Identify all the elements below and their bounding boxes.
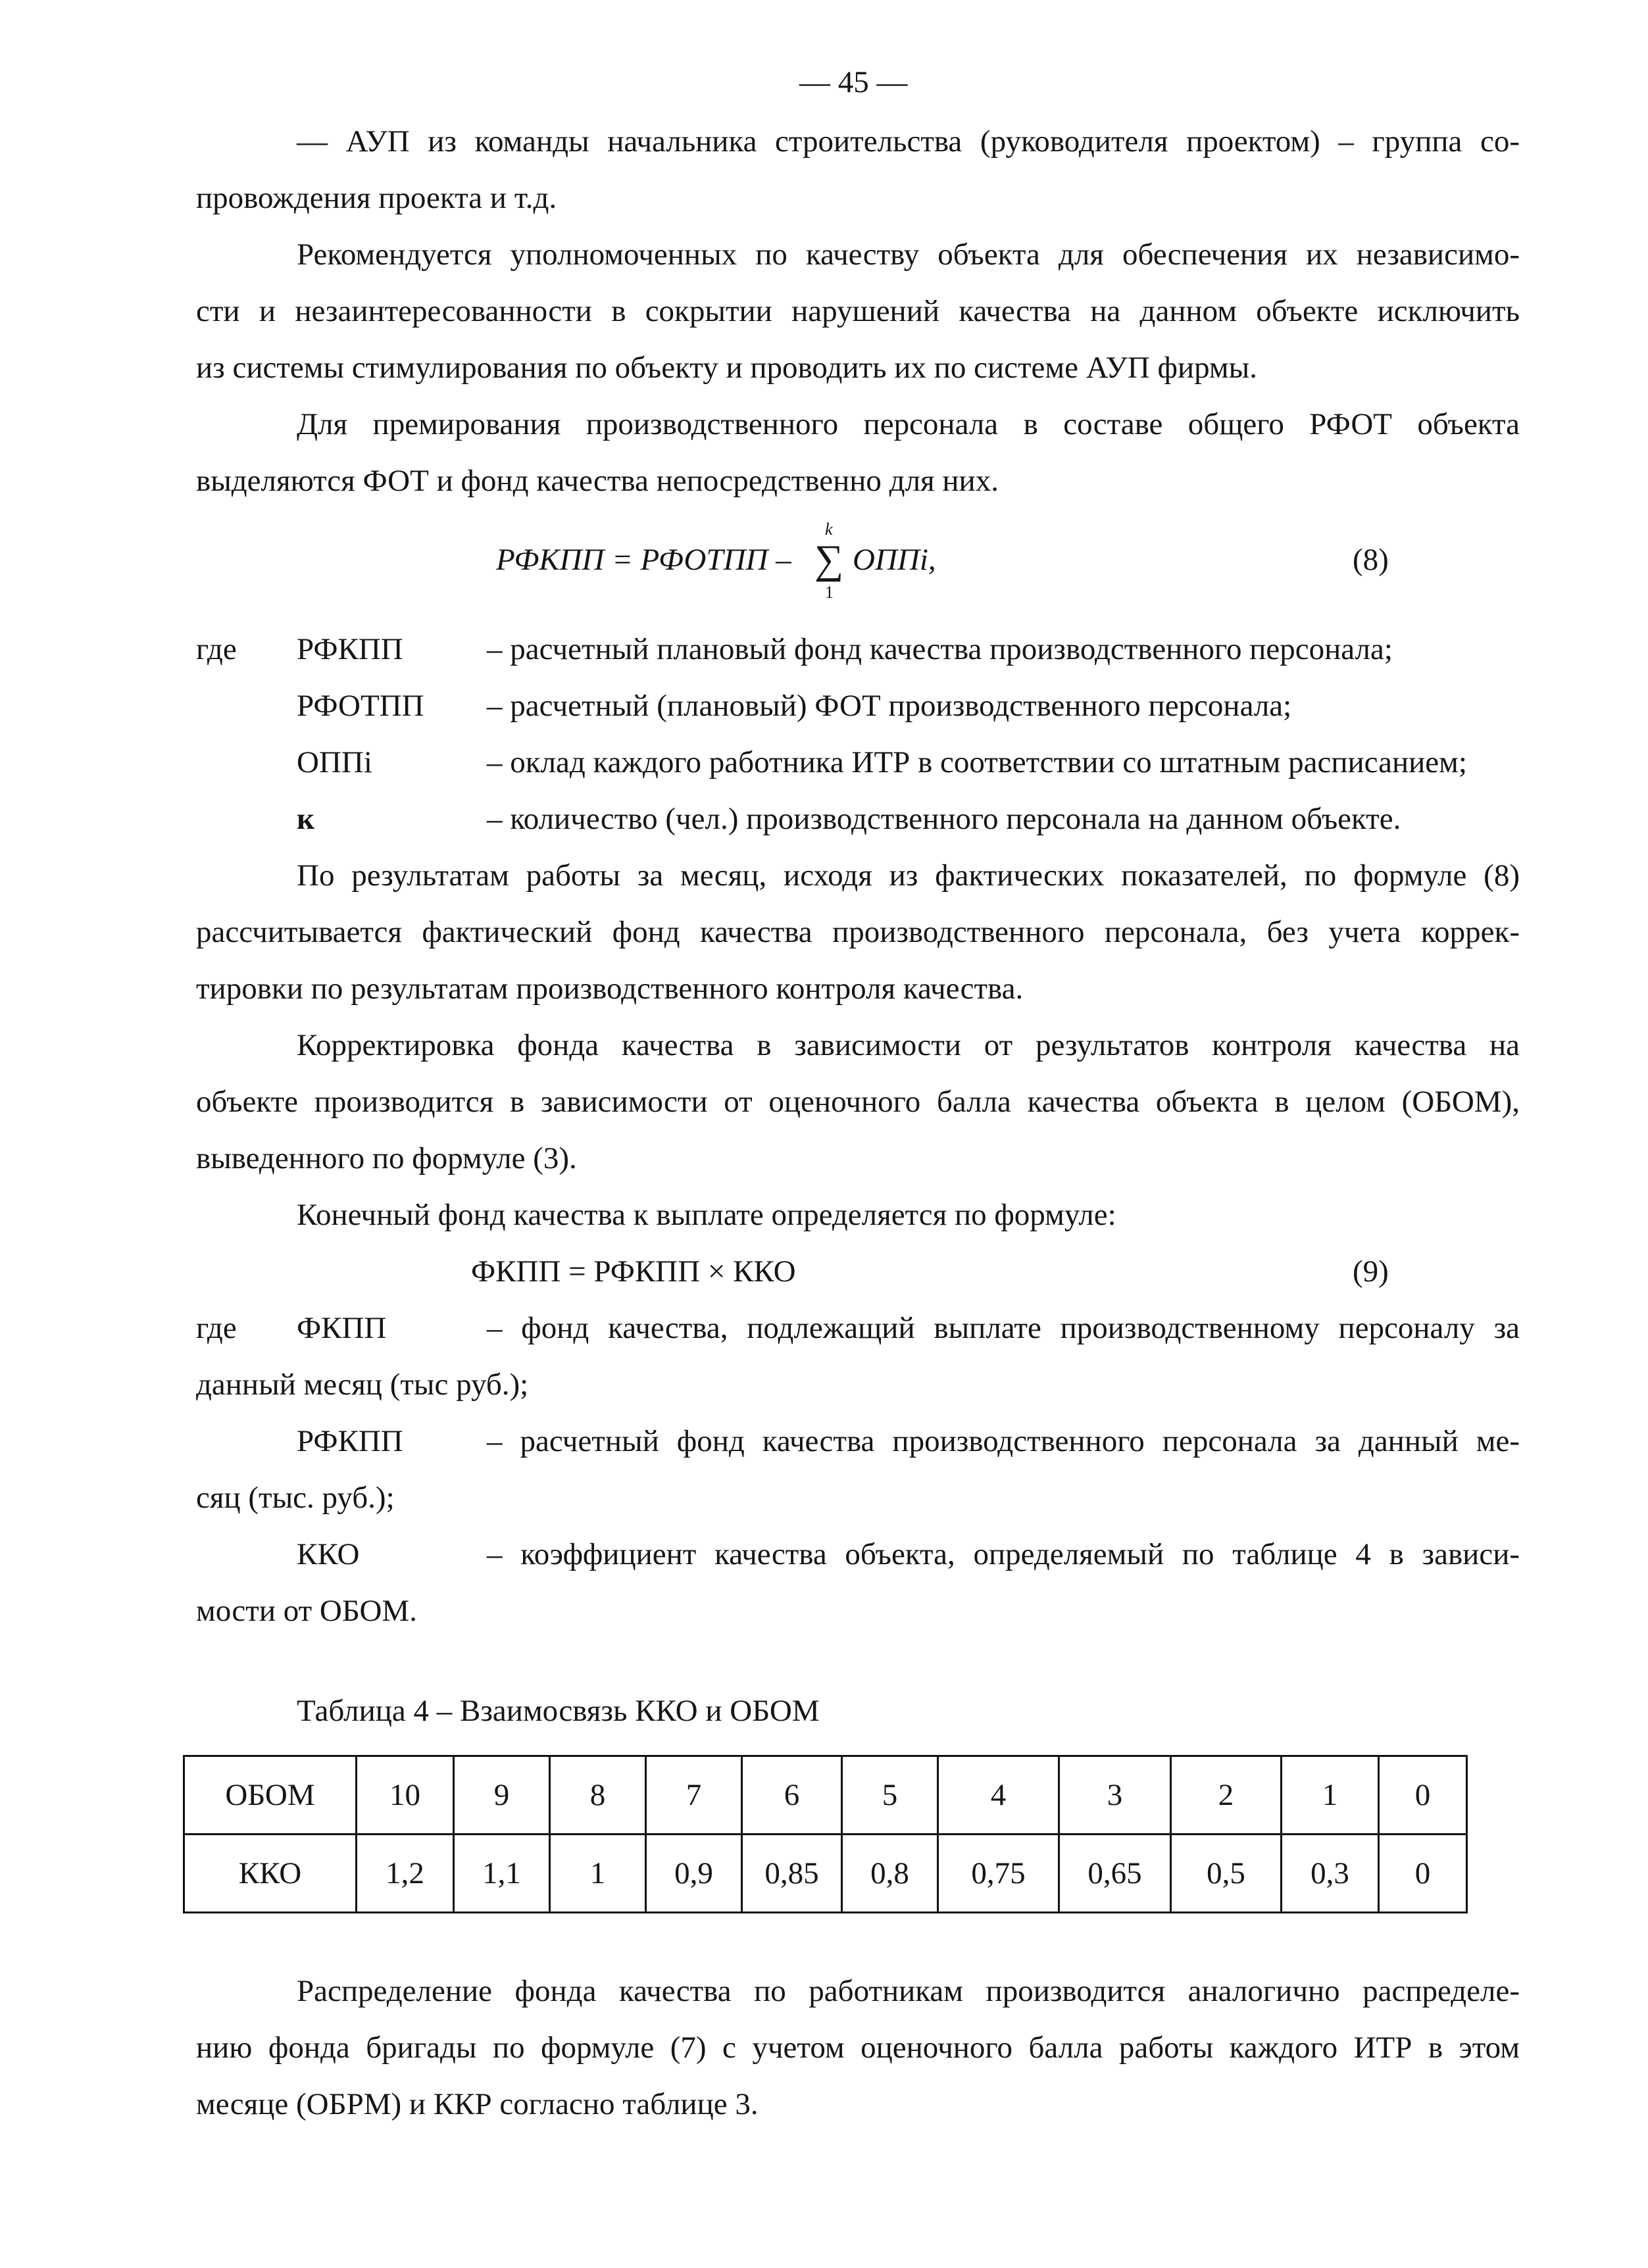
- table-cell: 1: [550, 1835, 646, 1913]
- paragraph-line: Распределение фонда качества по работникам производится аналогично распределе-: [297, 1974, 1520, 2008]
- table-cell: 0,65: [1059, 1835, 1171, 1913]
- table-cell: 0: [1379, 1835, 1467, 1913]
- table-row-header: ОБОМ: [184, 1756, 357, 1835]
- table-cell: 0,5: [1171, 1835, 1282, 1913]
- table-cell: 0,9: [646, 1835, 742, 1913]
- where-continuation: данный месяц (тыс руб.);: [196, 1368, 529, 1402]
- where-description: – коэффициент качества объекта, определяемый по таблице 4 в зависи-: [487, 1537, 1520, 1571]
- table-cell: 0: [1379, 1756, 1467, 1835]
- paragraph-line: из системы стимулирования по объекту и проводить их по системе АУП фирмы.: [196, 351, 1257, 385]
- formula-8-number: (8): [1353, 543, 1389, 577]
- paragraph-line: Корректировка фонда качества в зависимости от результатов контроля качества на: [297, 1028, 1520, 1062]
- paragraph-line: нию фонда бригады по формуле (7) с учетом оценочного балла работы каждого ИТР в этом: [196, 2031, 1520, 2065]
- formula-8-lhs: РФКПП = РФОТПП –: [496, 543, 791, 577]
- where-description: – оклад каждого работника ИТР в соответствии со штатным расписанием;: [487, 745, 1467, 779]
- where-continuation: сяц (тыс. руб.);: [196, 1481, 395, 1515]
- paragraph-line: сти и незаинтересованности в сокрытии нарушений качества на данном объекте исключить: [196, 294, 1520, 328]
- where-label: где: [196, 1311, 237, 1345]
- paragraph-line: рассчитывается фактический фонд качества производственного персонала, без учета коррек-: [196, 915, 1520, 949]
- table-cell: 4: [938, 1756, 1059, 1835]
- where-symbol: ОППi: [297, 745, 372, 779]
- where-symbol: ФКПП: [297, 1311, 387, 1345]
- table-cell: 10: [357, 1756, 454, 1835]
- table-cell: 8: [550, 1756, 646, 1835]
- paragraph-line: месяце (ОБРМ) и ККР согласно таблице 3.: [196, 2087, 759, 2121]
- table-caption: Таблица 4 – Взаимосвязь ККО и ОБОМ: [297, 1694, 820, 1728]
- table-row: [184, 1835, 1467, 1913]
- formula-8-sum-symbol: ∑: [814, 537, 844, 582]
- where-label: где: [196, 632, 237, 666]
- page-number: — 45 —: [799, 65, 908, 99]
- paragraph-line: Конечный фонд качества к выплате определяется по формуле:: [297, 1198, 1116, 1232]
- formula-9-text: ФКПП = РФКПП × ККО: [471, 1254, 796, 1289]
- table-cell: 1: [1282, 1756, 1379, 1835]
- paragraph-line: Для премирования производственного персонала в составе общего РФОТ объекта: [297, 407, 1520, 441]
- where-continuation: мости от ОБОМ.: [196, 1594, 417, 1628]
- table-cell: 0,8: [842, 1835, 938, 1913]
- table-cell: 6: [742, 1756, 842, 1835]
- formula-9-number: (9): [1353, 1254, 1389, 1289]
- table-cell: 5: [842, 1756, 938, 1835]
- table-cell: 2: [1171, 1756, 1282, 1835]
- table-row: [184, 1756, 1467, 1835]
- where-description: – расчетный фонд качества производственного персонала за данный ме-: [487, 1424, 1520, 1458]
- where-symbol: к: [297, 802, 315, 836]
- paragraph-line: По результатам работы за месяц, исходя из фактических показателей, по формуле (8): [297, 858, 1520, 893]
- formula-8-term: ОППi,: [853, 543, 936, 577]
- table-row-header: ККО: [184, 1835, 357, 1913]
- where-symbol: РФКПП: [297, 632, 403, 666]
- paragraph-line: выведенного по формуле (3).: [196, 1141, 577, 1175]
- where-symbol: ККО: [297, 1537, 360, 1571]
- table-cell: 0,85: [742, 1835, 842, 1913]
- table-cell: 9: [454, 1756, 550, 1835]
- paragraph-line: объекте производится в зависимости от оценочного балла качества объекта в целом (ОБОМ),: [196, 1085, 1520, 1119]
- table-cell: 0,3: [1282, 1835, 1379, 1913]
- paragraph-line: Рекомендуется уполномоченных по качеству объекта для обеспечения их независимо-: [297, 237, 1520, 272]
- where-description: – расчетный плановый фонд качества производственного персонала;: [487, 632, 1393, 666]
- paragraph-line: провождения проекта и т.д.: [196, 181, 557, 215]
- formula-8-sum-upper: k: [825, 520, 833, 539]
- where-description: – количество (чел.) производственного персонала на данном объекте.: [487, 802, 1401, 836]
- where-description: – расчетный (плановый) ФОТ производственного персонала;: [487, 689, 1292, 723]
- where-description: – фонд качества, подлежащий выплате производственному персоналу за: [487, 1311, 1520, 1345]
- table-cell: 1,1: [454, 1835, 550, 1913]
- kko-obom-table: [183, 1755, 1468, 1913]
- table-cell: 3: [1059, 1756, 1171, 1835]
- where-symbol: РФКПП: [297, 1424, 403, 1458]
- paragraph-line: — АУП из команды начальника строительства (руководителя проектом) – группа со-: [297, 124, 1520, 159]
- formula-8-sum-lower: 1: [825, 583, 834, 602]
- table-cell: 7: [646, 1756, 742, 1835]
- table-cell: 1,2: [357, 1835, 454, 1913]
- where-symbol: РФОТПП: [297, 689, 424, 723]
- paragraph-line: тировки по результатам производственного контроля качества.: [196, 972, 1024, 1006]
- table-cell: 0,75: [938, 1835, 1059, 1913]
- paragraph-line: выделяются ФОТ и фонд качества непосредственно для них.: [196, 464, 999, 498]
